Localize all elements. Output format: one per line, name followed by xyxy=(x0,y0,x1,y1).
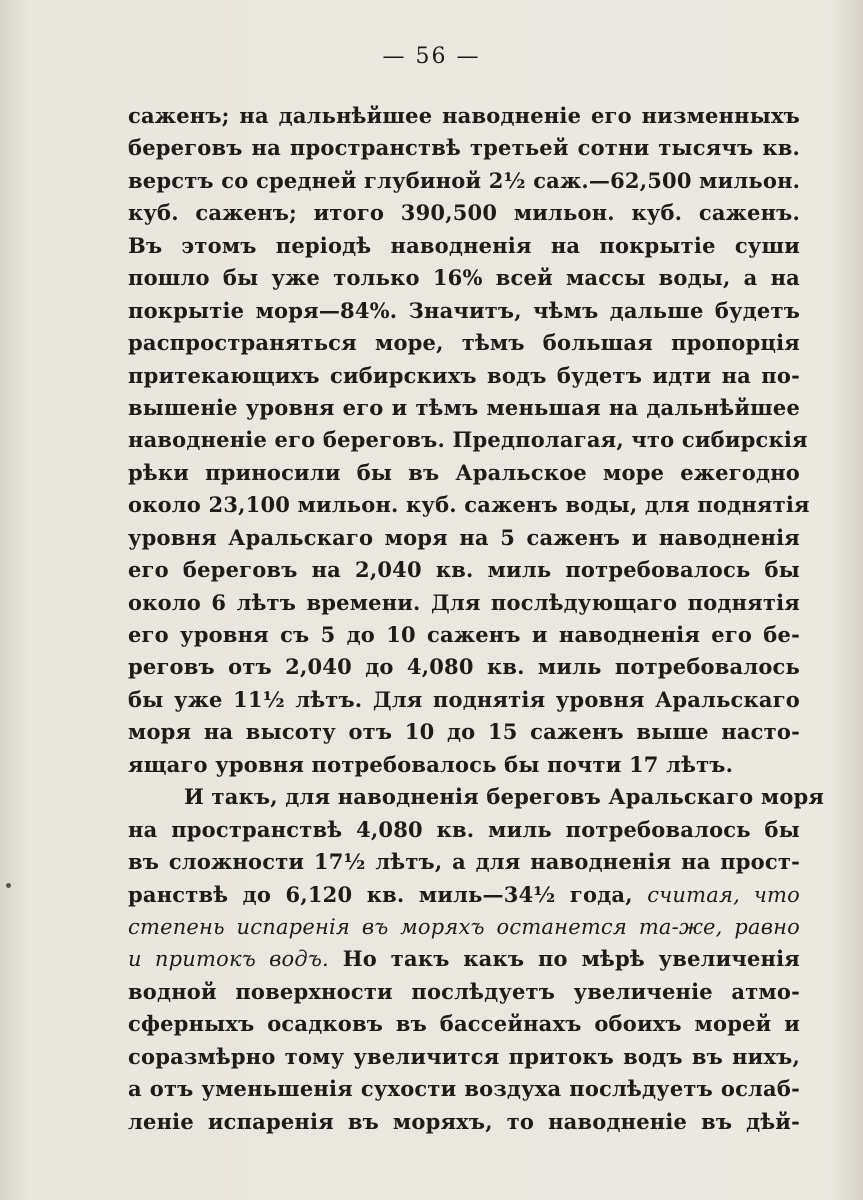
text-line: около 23,100 мильон. куб. саженъ воды, для поднятія xyxy=(128,492,810,518)
text-segment: Но такъ какъ по мѣрѣ увеличенія xyxy=(342,946,801,972)
text-line: а отъ уменьшенія сухости воздуха послѣдуетъ ослаб- xyxy=(128,1076,800,1102)
text-line: куб. саженъ; итого 390,500 мильон. куб. саженъ. xyxy=(128,200,800,226)
text-line: на пространствѣ 4,080 кв. миль потребовалось бы xyxy=(128,816,800,842)
text-line: около 6 лѣтъ времени. Для послѣдующаго поднятія xyxy=(128,589,800,615)
italic-line: степень испаренія въ моряхъ останется та-же, равно xyxy=(128,914,800,939)
text-line: сферныхъ осадковъ въ бассейнахъ обоихъ морей и xyxy=(128,1011,800,1037)
text-line: Въ этомъ періодѣ наводненія на покрытіе суши xyxy=(128,232,800,258)
text-segment: ранствѣ до 6,120 кв. миль—34½ года, xyxy=(128,881,633,907)
text-line: реговъ отъ 2,040 до 4,080 кв. миль потребовалось xyxy=(128,654,800,680)
text-line: его уровня съ 5 до 10 саженъ и наводненія его бе- xyxy=(128,622,800,647)
text-line: верстъ со средней глубиной 2½ саж.—62,500 мильон. xyxy=(128,167,801,193)
text-line: вышеніе уровня его и тѣмъ меньшая на дальнѣйшее xyxy=(128,394,800,420)
text-line: рѣки приносили бы въ Аральское море ежегодно xyxy=(128,459,800,485)
text-line: пошло бы уже только 16% всей массы воды, а на xyxy=(128,265,800,291)
text-line: покрытіе моря—84%. Значитъ, чѣмъ дальше будетъ xyxy=(128,297,800,323)
text-line: наводненіе его береговъ. Предполагая, что сибирскія xyxy=(128,427,808,453)
italic-segment: считая, что xyxy=(647,882,801,907)
text-line: въ сложности 17½ лѣтъ, а для наводненія на прост- xyxy=(128,849,800,875)
text-line: ящаго уровня потребовалось бы почти 17 лѣтъ. xyxy=(128,751,734,777)
text-line-mixed xyxy=(128,879,800,911)
text-line: его береговъ на 2,040 кв. миль потребовалось бы xyxy=(128,557,800,583)
text-line: соразмѣрно тому увеличится притокъ водъ въ нихъ, xyxy=(128,1043,800,1069)
text-line: саженъ; на дальнѣйшее наводненіе его низменныхъ xyxy=(128,103,800,128)
text-line: уровня Аральскаго моря на 5 саженъ и наводненія xyxy=(128,524,800,550)
text-line: распространяться море, тѣмъ большая пропорція xyxy=(128,330,800,356)
body-text xyxy=(128,100,825,1138)
text-line: моря на высоту отъ 10 до 15 саженъ выше насто- xyxy=(128,719,800,745)
italic-segment: и притокъ водъ. xyxy=(128,947,329,972)
margin-speck xyxy=(6,883,11,888)
paragraph-start-line: И такъ, для наводненія береговъ Аральскаго моря xyxy=(184,784,825,810)
text-line-mixed xyxy=(128,943,800,975)
text-line: притекающихъ сибирскихъ водъ будетъ идти на по- xyxy=(128,362,800,388)
page-number: — 56 — xyxy=(382,44,481,69)
text-line: леніе испаренія въ моряхъ, то наводненіе въ дѣй- xyxy=(128,1108,800,1134)
text-line: береговъ на пространствѣ третьей сотни тысячъ кв. xyxy=(128,135,800,161)
text-line: водной поверхности послѣдуетъ увеличеніе атмо- xyxy=(128,978,800,1004)
text-line: бы уже 11½ лѣтъ. Для поднятія уровня Аральскаго xyxy=(128,686,800,712)
